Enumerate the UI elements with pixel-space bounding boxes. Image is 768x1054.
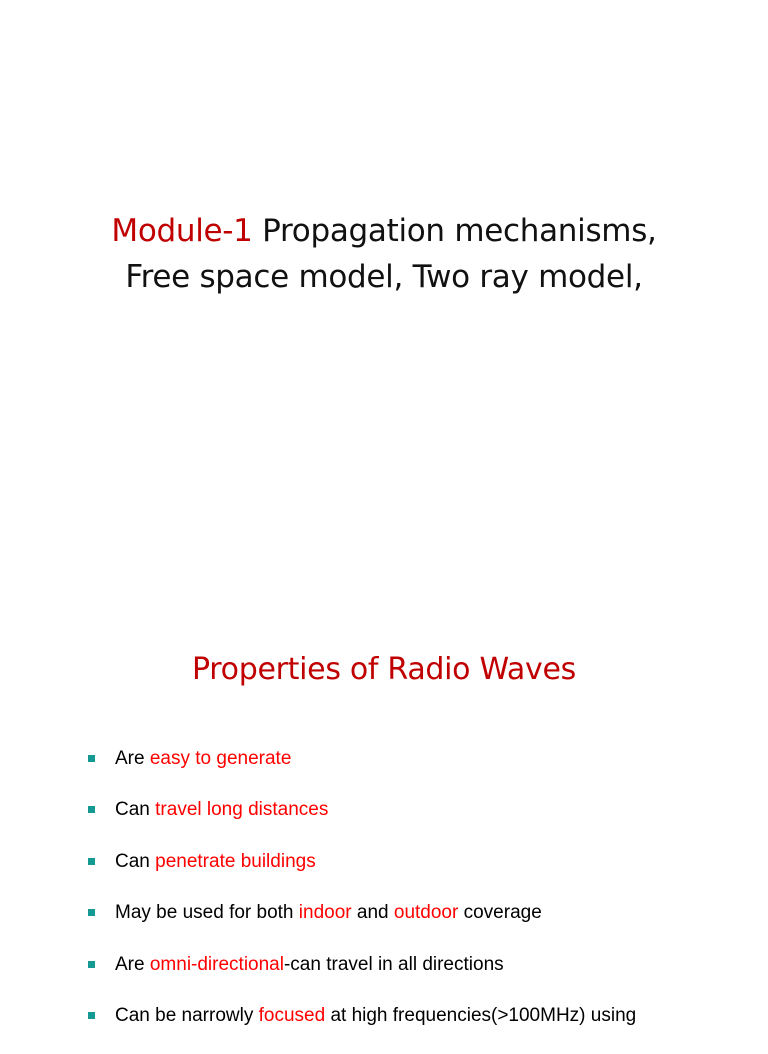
bullet-text: at high frequencies(>100MHz) using: [325, 1004, 637, 1026]
bullet-text: Can: [115, 850, 156, 872]
bullet-text: and: [351, 902, 394, 924]
slide-properties: [0, 576, 768, 1024]
bullet-item: [88, 797, 636, 848]
bullet-text: Are: [115, 748, 150, 769]
bullet-text: Can be narrowly: [115, 1004, 259, 1026]
bullet-text: -can travel in all directions: [283, 953, 504, 975]
bullet-text: Can: [115, 799, 156, 821]
square-bullet-icon: [88, 1012, 95, 1019]
bullet-text: May be used for both: [115, 902, 299, 924]
square-bullet-icon: [88, 806, 95, 813]
title-line-2: Free space model, Two ray model,: [125, 259, 643, 295]
bullet-highlight: easy to generate: [149, 748, 292, 769]
square-bullet-icon: [88, 909, 95, 916]
square-bullet-icon: [88, 755, 95, 762]
bullet-highlight: focused: [258, 1004, 326, 1026]
bullet-item: [88, 900, 636, 951]
bullet-item: [88, 746, 636, 797]
slide-title-text: [0, 208, 768, 300]
bullet-item: [88, 1003, 636, 1054]
bullet-item: [88, 952, 636, 1003]
square-bullet-icon: [88, 858, 95, 865]
bullet-highlight: omni-directional: [149, 953, 284, 975]
bullet-highlight: travel long distances: [155, 799, 329, 821]
bullet-highlight: outdoor: [393, 902, 459, 924]
module-label: Module-1: [111, 213, 253, 249]
title-topic: Propagation mechanisms,: [252, 213, 657, 249]
bullet-list: [88, 746, 636, 1054]
bullet-highlight: penetrate buildings: [155, 850, 316, 872]
bullet-text: Are: [115, 953, 150, 975]
bullet-highlight: indoor: [298, 902, 352, 924]
bullet-text: coverage: [458, 902, 542, 924]
slide-heading: Properties of Radio Waves: [192, 652, 576, 687]
title-line-1: [0, 208, 768, 254]
square-bullet-icon: [88, 961, 95, 968]
bullet-item: [88, 849, 636, 900]
